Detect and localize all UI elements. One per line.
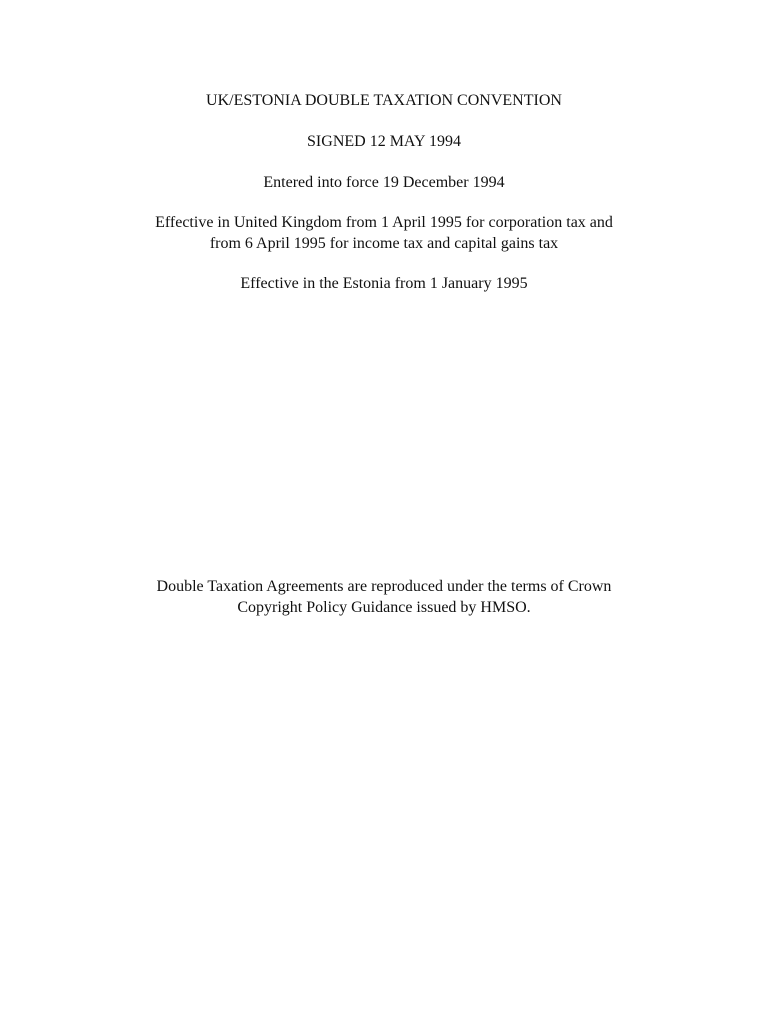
copyright-notice-line-1: Double Taxation Agreements are reproduced under the terms of Crown (156, 578, 612, 595)
entered-into-force: Entered into force 19 December 1994 (263, 174, 505, 191)
document-title: UK/ESTONIA DOUBLE TAXATION CONVENTION (206, 92, 562, 109)
effective-uk-line-2: from 6 April 1995 for income tax and capital gains tax (209, 235, 559, 252)
signed-date: SIGNED 12 MAY 1994 (307, 133, 461, 150)
effective-uk-line-1: Effective in United Kingdom from 1 April 1995 for corporation tax and (155, 214, 613, 231)
effective-estonia: Effective in the Estonia from 1 January 1995 (240, 275, 528, 292)
copyright-notice-line-2: Copyright Policy Guidance issued by HMSO. (237, 599, 531, 616)
